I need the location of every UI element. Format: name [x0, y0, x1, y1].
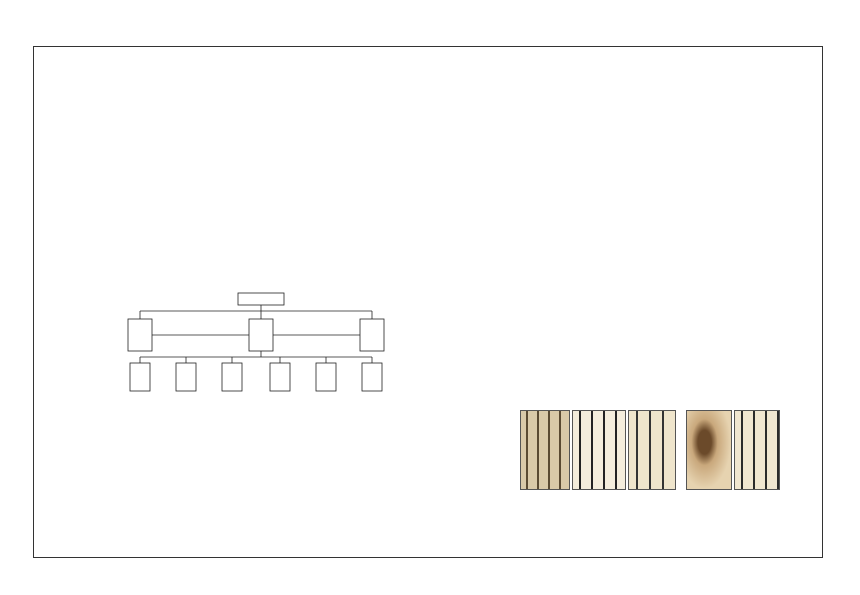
zhongshu-province-box: [360, 319, 384, 351]
calligraphy-sample-regular: [572, 410, 626, 490]
ministry-box-revenue: [176, 363, 196, 391]
calligraphy-sample-wild-cursive: [734, 410, 780, 490]
ministry-box-personnel: [130, 363, 150, 391]
shangshu-province-box: [249, 319, 273, 351]
ministry-box-rites: [222, 363, 242, 391]
emperor-box: [238, 293, 284, 305]
menxia-province-box: [128, 319, 152, 351]
calligraphy-sample-seal: [520, 410, 570, 490]
calligraphy-sample-running: [628, 410, 676, 490]
ministry-box-war: [270, 363, 290, 391]
unit-header: [97, 86, 141, 96]
ministry-box-justice: [316, 363, 336, 391]
ministry-box-works: [362, 363, 382, 391]
calligraphy-sample-cursive: [686, 410, 732, 490]
three-departments-six-ministries-diagram: [108, 291, 398, 395]
right-column: [476, 64, 812, 66]
